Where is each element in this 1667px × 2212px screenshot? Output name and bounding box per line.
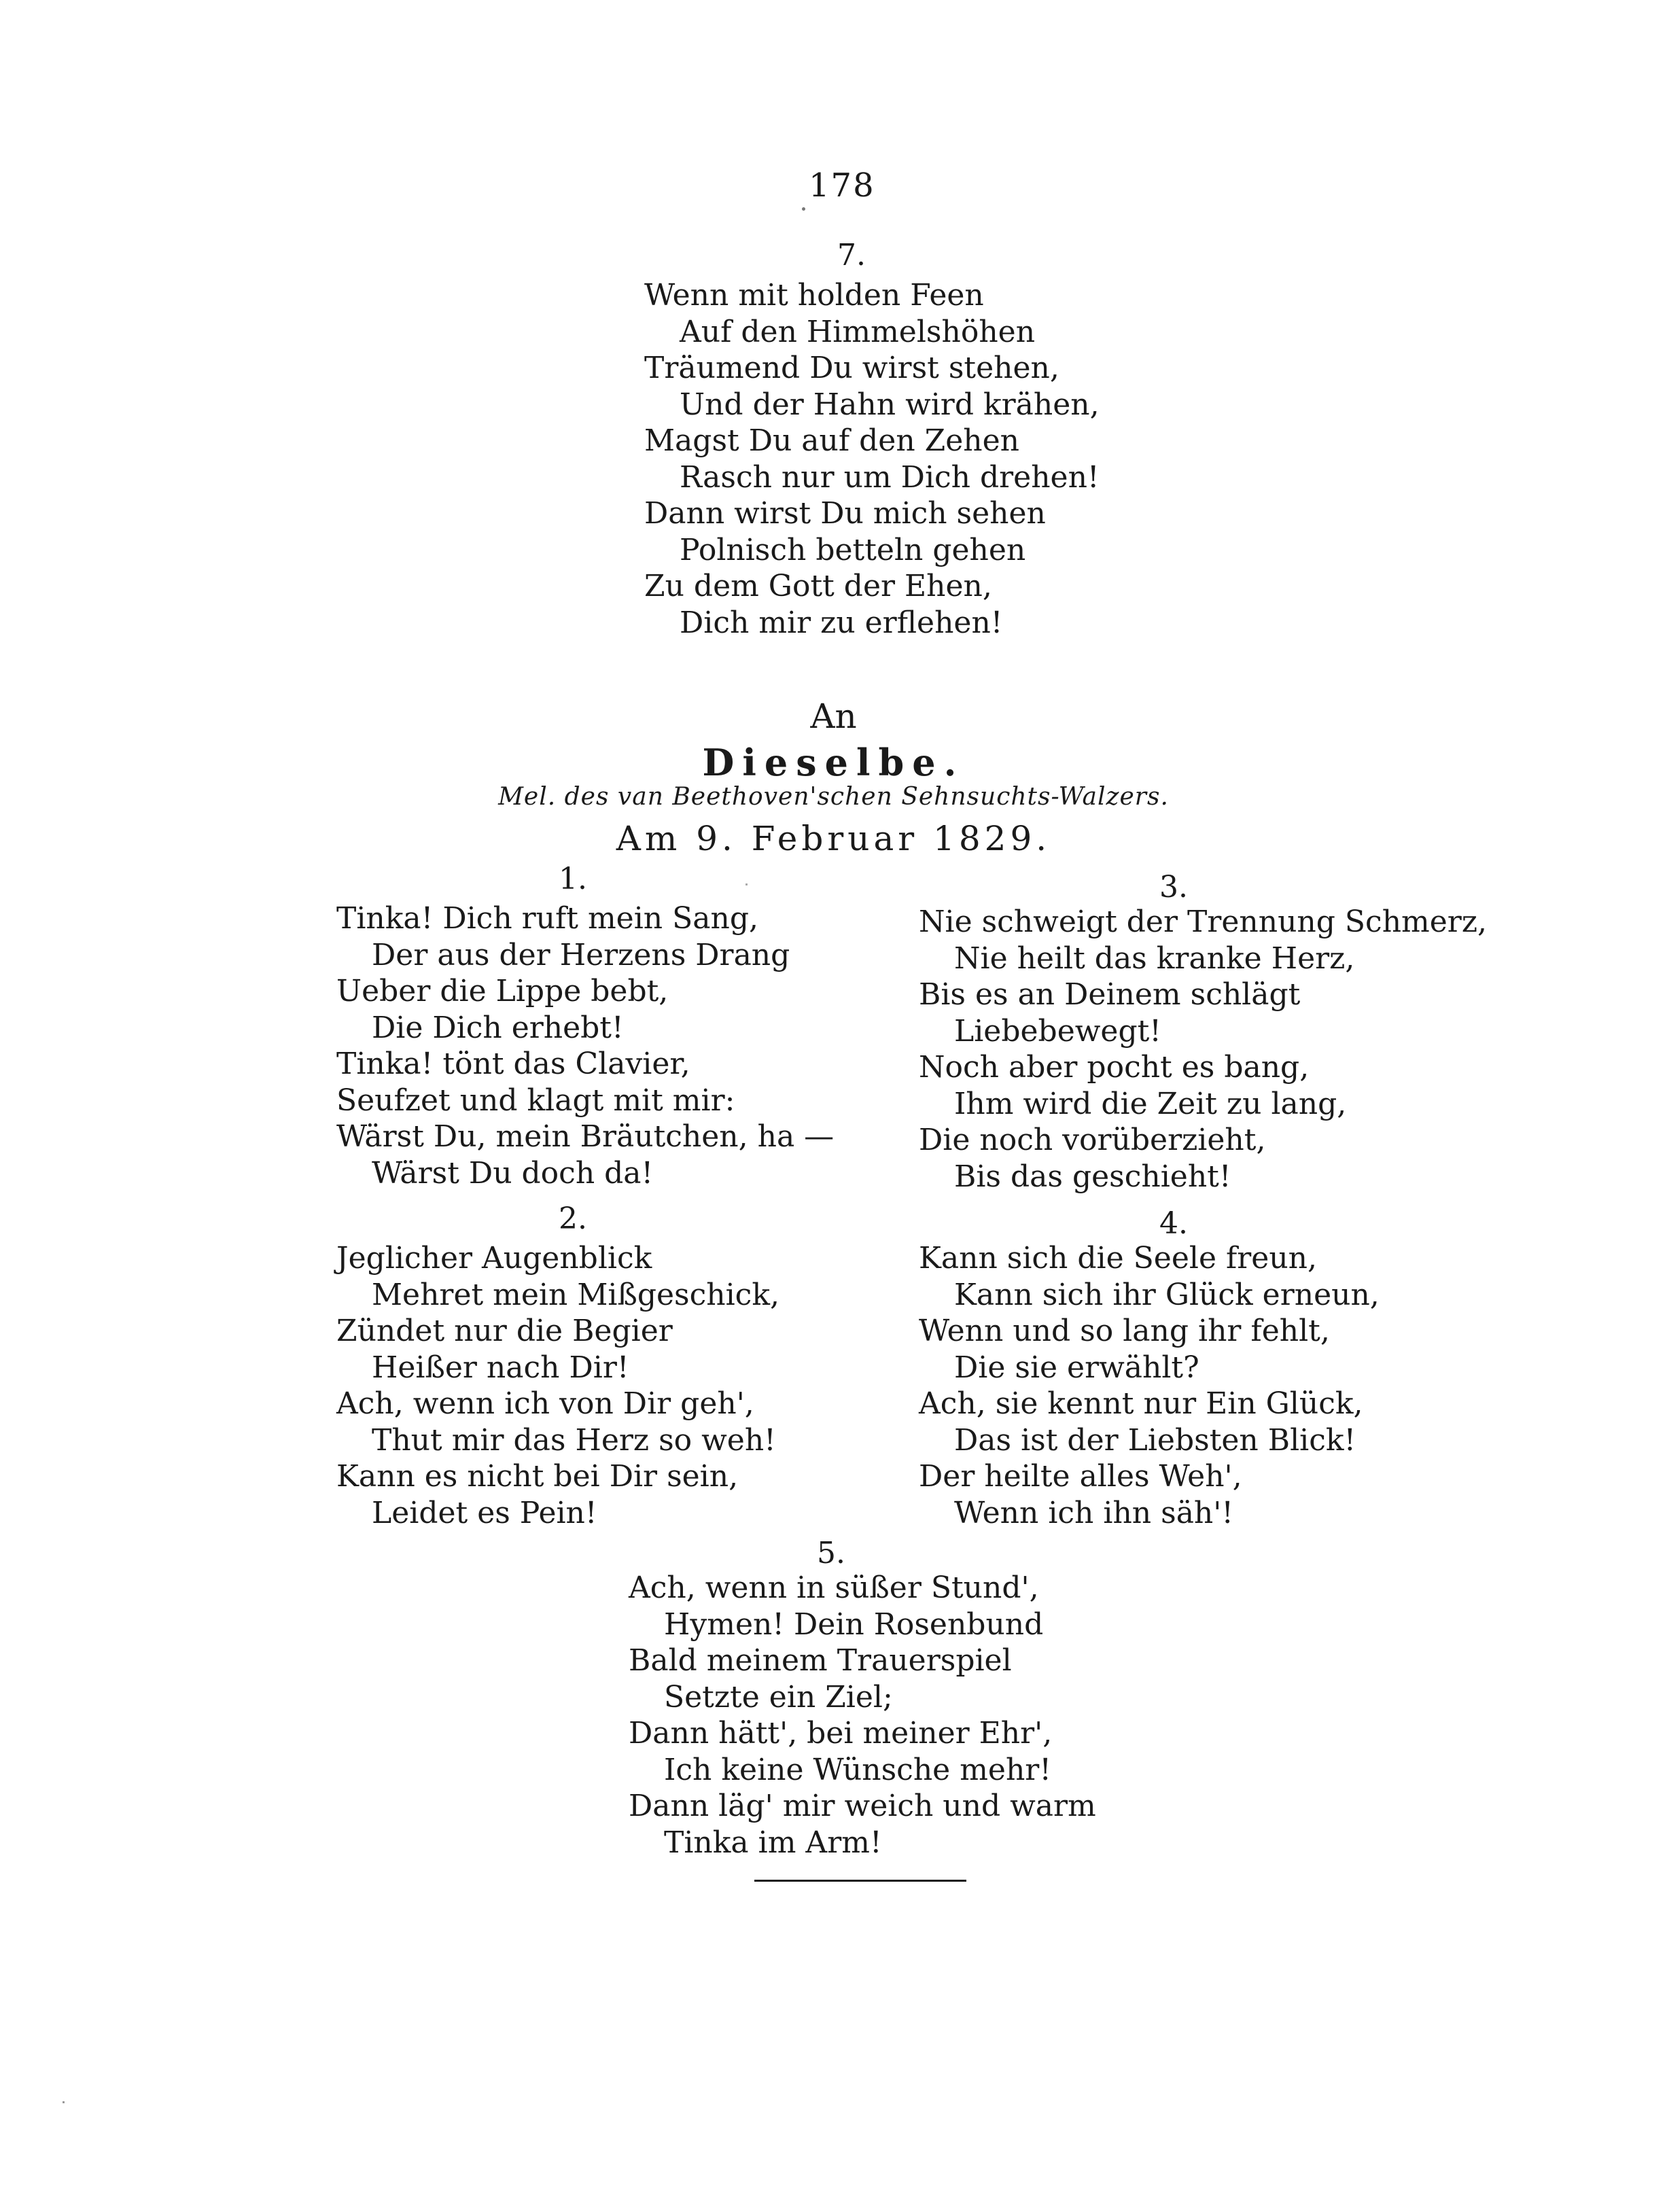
- verse-line: Tinka! Dich ruft mein Sang,: [336, 901, 758, 936]
- verse-line: Thut mir das Herz so weh!: [372, 1422, 776, 1458]
- verse-line: Kann sich die Seele freun,: [919, 1241, 1317, 1276]
- stanza-number-7: 7.: [837, 238, 866, 273]
- verse-line: Dann wirst Du mich sehen: [644, 496, 1046, 531]
- poem-melody-note: Mel. des van Beethoven'schen Sehnsuchts-Walzers.: [498, 783, 1169, 811]
- stanza-2: [336, 1240, 779, 1531]
- poem-title: Dieselbe.: [702, 741, 965, 784]
- stanza-7: [644, 277, 1100, 641]
- verse-line: Tinka! tönt das Clavier,: [336, 1047, 690, 1081]
- verse-line: Der heilte alles Weh',: [919, 1459, 1242, 1494]
- verse-line: Die Dich erhebt!: [372, 1010, 624, 1045]
- verse-line: Wenn mit holden Feen: [644, 278, 984, 313]
- verse-line: Ach, sie kennt nur Ein Glück,: [919, 1386, 1363, 1421]
- ink-speck: [745, 883, 748, 885]
- ink-dot: [802, 207, 805, 211]
- verse-line: Liebebewegt!: [954, 1013, 1161, 1049]
- verse-line: Ach, wenn in süßer Stund',: [629, 1570, 1039, 1605]
- poem-date: Am 9. Februar 1829.: [616, 819, 1051, 858]
- verse-line: Zündet nur die Begier: [336, 1314, 673, 1348]
- stanza-number-1: 1.: [559, 862, 587, 896]
- end-rule: [754, 1880, 966, 1882]
- verse-line: Wärst Du, mein Bräutchen, ha —: [336, 1119, 835, 1154]
- stanza-4: [919, 1240, 1380, 1531]
- verse-line: Das ist der Liebsten Blick!: [954, 1422, 1356, 1458]
- stanza-1: [336, 900, 834, 1191]
- verse-line: Noch aber pocht es bang,: [919, 1050, 1310, 1085]
- verse-line: Magst Du auf den Zehen: [644, 423, 1019, 458]
- verse-line: Wenn ich ihn säh'!: [954, 1495, 1234, 1530]
- stanza-3: [919, 904, 1487, 1195]
- verse-line: Ich keine Wünsche mehr!: [664, 1752, 1052, 1787]
- verse-line: Ueber die Lippe bebt,: [336, 974, 669, 1008]
- verse-line: Der aus der Herzens Drang: [372, 937, 790, 972]
- verse-line: Und der Hahn wird krähen,: [680, 387, 1100, 422]
- ink-speck: [63, 2101, 65, 2103]
- verse-line: Dann läg' mir weich und warm: [629, 1789, 1096, 1823]
- verse-line: Ach, wenn ich von Dir geh',: [336, 1386, 754, 1421]
- verse-line: Träumend Du wirst stehen,: [644, 351, 1059, 385]
- verse-line: Wenn und so lang ihr fehlt,: [919, 1314, 1330, 1348]
- page-number: 178: [809, 166, 875, 205]
- poem-pre-title: An: [810, 697, 857, 736]
- verse-line: Polnisch betteln gehen: [680, 532, 1026, 567]
- verse-line: Kann es nicht bei Dir sein,: [336, 1459, 739, 1494]
- verse-line: Tinka im Arm!: [664, 1825, 882, 1860]
- verse-line: Kann sich ihr Glück erneun,: [954, 1277, 1380, 1312]
- stanza-number-3: 3.: [1159, 870, 1188, 905]
- stanza-number-5: 5.: [817, 1536, 845, 1570]
- verse-line: Bis es an Deinem schlägt: [919, 977, 1301, 1012]
- verse-line: Dich mir zu erflehen!: [680, 605, 1003, 640]
- verse-line: Rasch nur um Dich drehen!: [680, 459, 1100, 495]
- verse-line: Setzte ein Ziel;: [664, 1679, 893, 1715]
- stanza-5: [629, 1570, 1096, 1861]
- verse-line: Nie heilt das kranke Herz,: [954, 941, 1355, 976]
- verse-line: Dann hätt', bei meiner Ehr',: [629, 1716, 1053, 1751]
- verse-line: Bald meinem Trauerspiel: [629, 1643, 1012, 1678]
- verse-line: Die sie erwählt?: [954, 1350, 1199, 1385]
- verse-line: Heißer nach Dir!: [372, 1350, 629, 1385]
- verse-line: Nie schweigt der Trennung Schmerz,: [919, 905, 1487, 939]
- verse-line: Bis das geschieht!: [954, 1159, 1231, 1194]
- verse-line: Seufzet und klagt mit mir:: [336, 1083, 735, 1118]
- stanza-number-4: 4.: [1159, 1206, 1188, 1241]
- verse-line: Ihm wird die Zeit zu lang,: [954, 1086, 1347, 1121]
- verse-line: Wärst Du doch da!: [372, 1155, 654, 1191]
- verse-line: Leidet es Pein!: [372, 1495, 597, 1530]
- verse-line: Auf den Himmelshöhen: [680, 314, 1036, 349]
- verse-line: Die noch vorüberzieht,: [919, 1123, 1266, 1157]
- verse-line: Zu dem Gott der Ehen,: [644, 569, 992, 603]
- verse-line: Jeglicher Augenblick: [336, 1241, 652, 1276]
- verse-line: Mehret mein Mißgeschick,: [372, 1277, 779, 1312]
- stanza-number-2: 2.: [559, 1201, 587, 1236]
- verse-line: Hymen! Dein Rosenbund: [664, 1607, 1044, 1642]
